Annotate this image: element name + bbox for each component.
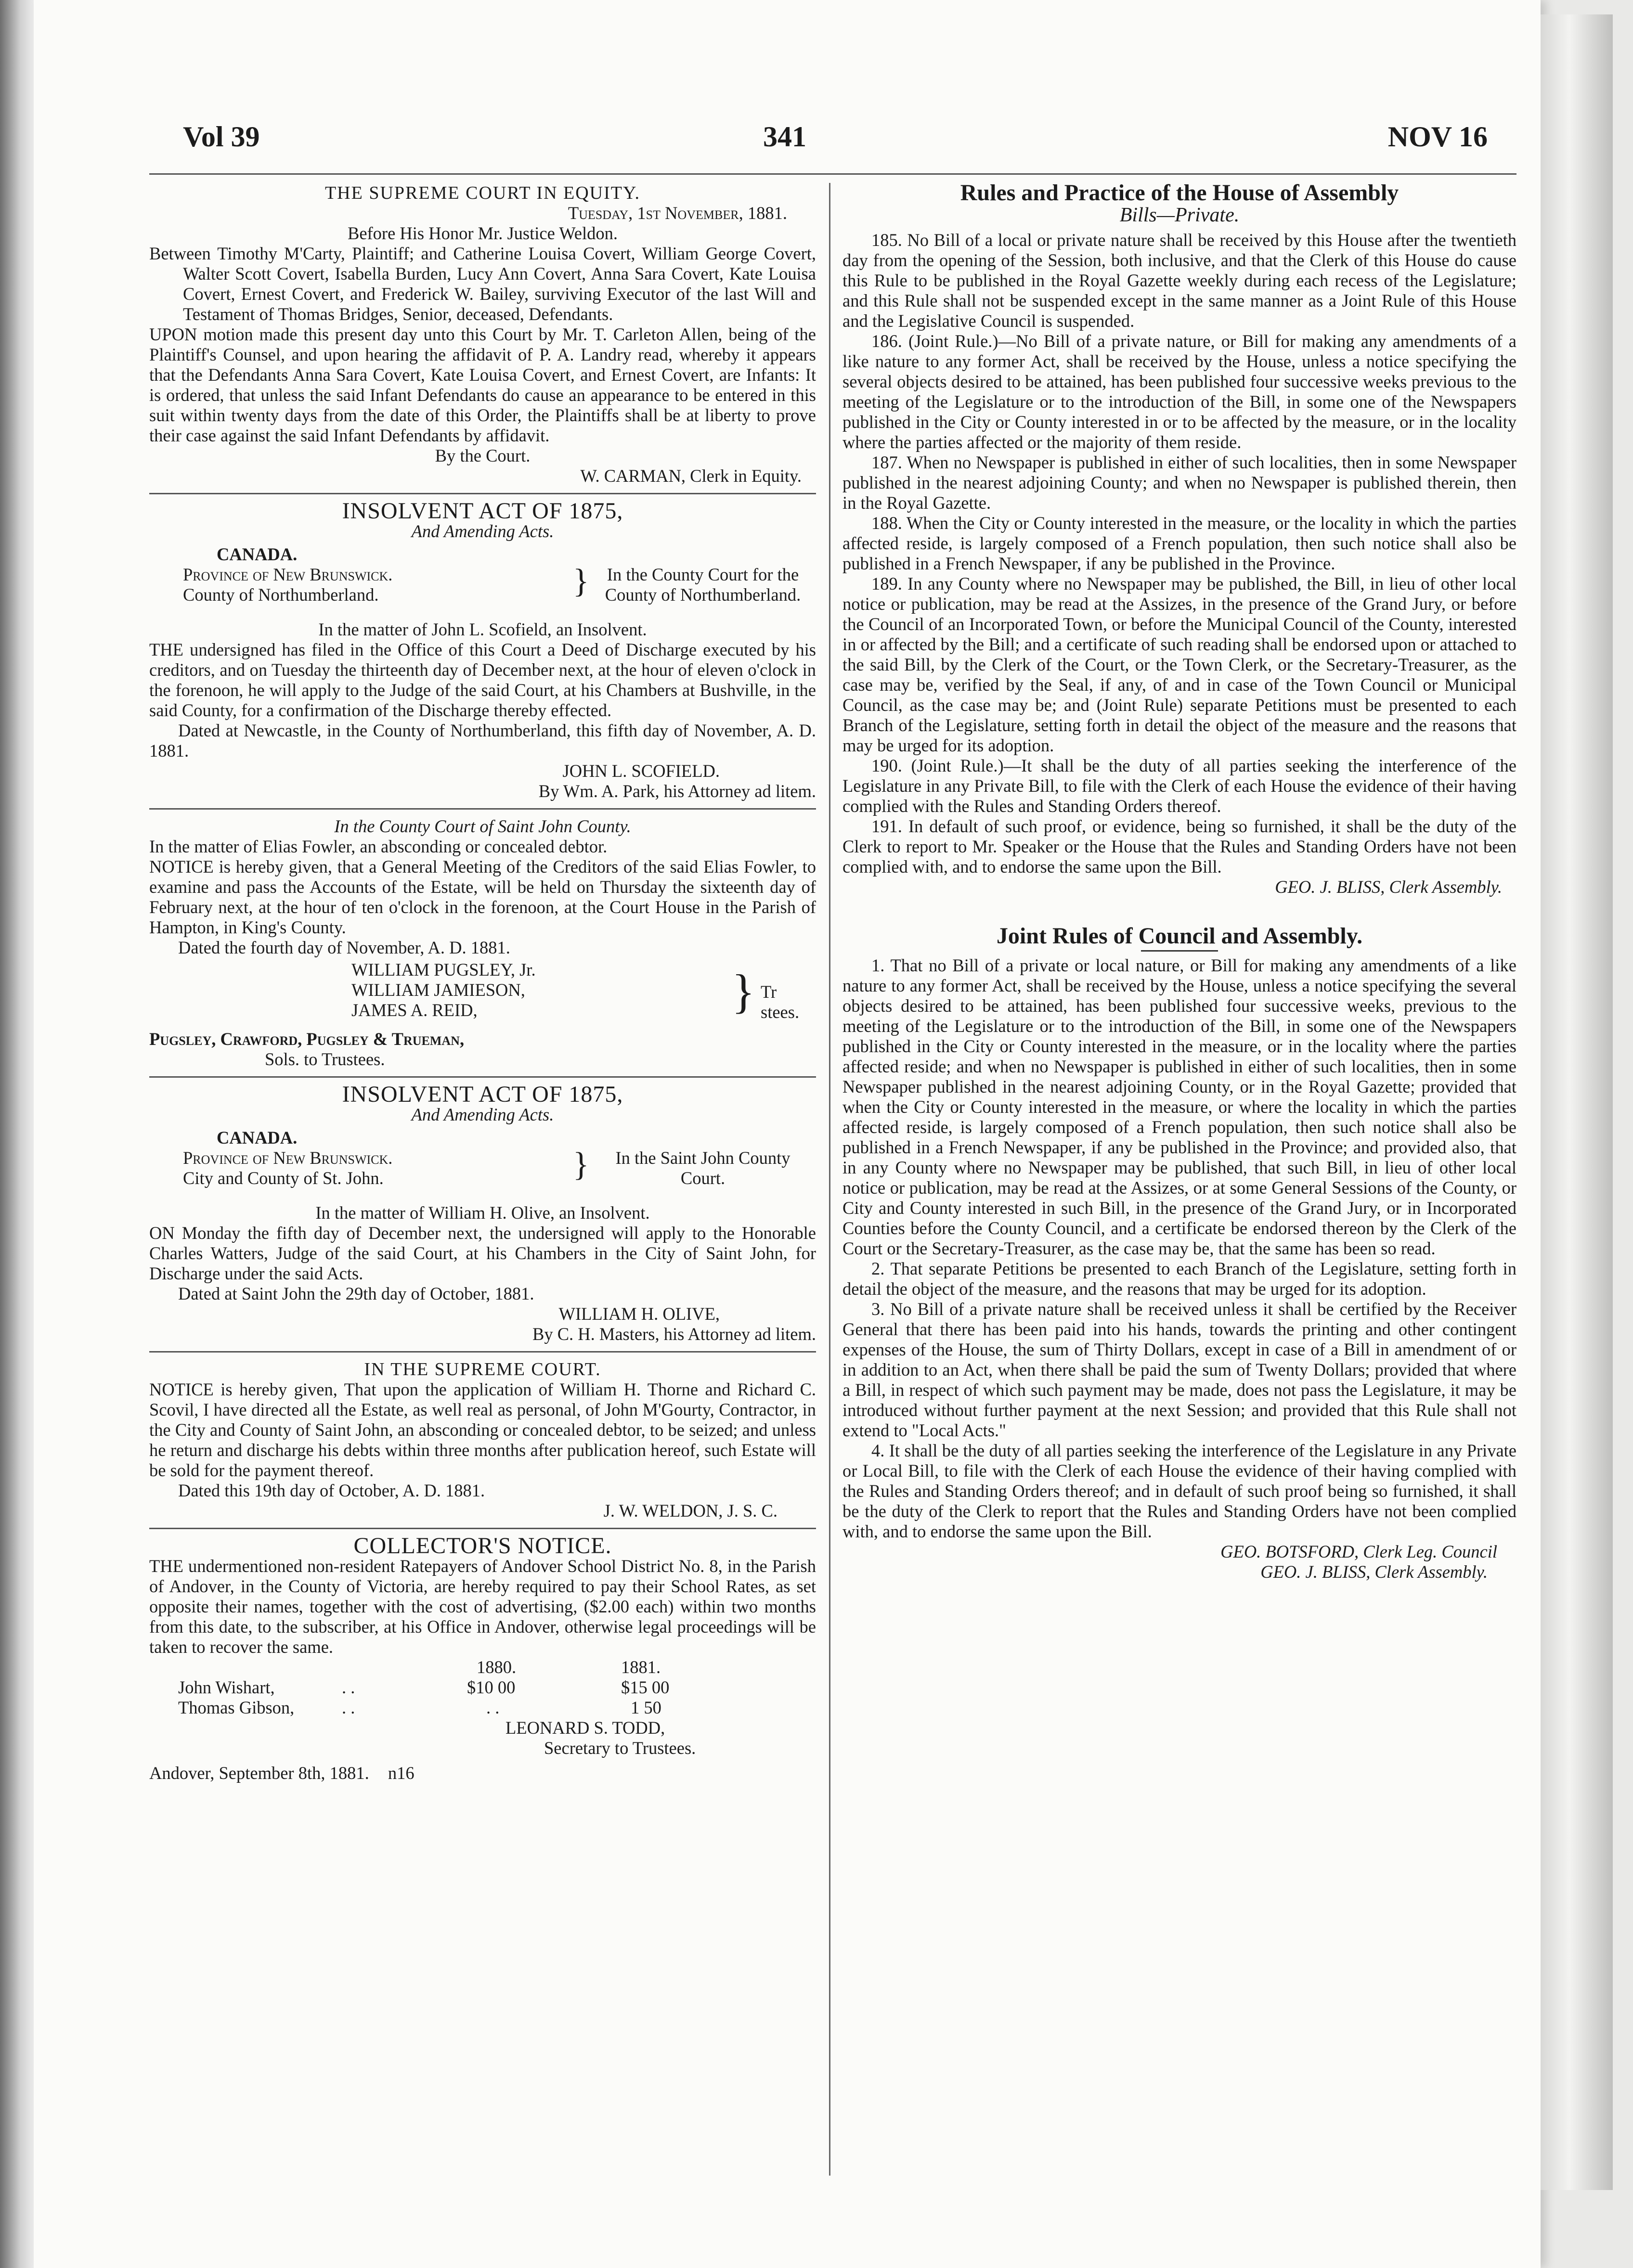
page-content: [149, 116, 1516, 2185]
county-label: City and County of St. John.: [183, 1168, 384, 1188]
signature-role: Secretary to Trustees.: [544, 1738, 696, 1758]
right-column: [842, 180, 1516, 1582]
separator: [149, 1528, 816, 1529]
notice-body: THE undersigned has filed in the Office of this Court a Deed of Discharge executed by his creditors, and on Tuesday the thirteenth day of December next, at the hour of eleven o'clock in the forenoon, he will apply to the Judge of the said Court, at his Chambers at Bushville, in the said County, for a confirmation of the Discharge thereby effected.: [149, 640, 816, 720]
rule-187: 187. When no Newspaper is published in either of such localities, then in some Newspaper published in the nearest adjoining County; and when no Newspaper is published therein, then in the Royal Gazette.: [842, 452, 1516, 513]
rule-191: 191. In default of such proof, or evidence, being so furnished, it shall be the duty of the Clerk to report to Mr. Speaker or the House that the Rules and Standing Orders have not been complied with, and to endorse the same upon the Bill.: [842, 816, 1516, 876]
notice-subheading: And Amending Acts.: [411, 1105, 554, 1124]
page-edge: [1541, 14, 1613, 2190]
solicitors-names: Pugsley, Crawford, Pugsley & Trueman,: [149, 1029, 465, 1049]
rule-186: 186. (Joint Rule.)—No Bill of a private nature, or Bill for making any amendments of a like nature to any former Act, shall be received by the House, unless a notice specifying the several objects desired to be attained, has been published four successive weeks previous to the meeting of the Legislature or to the introduction of the Bill, in some one of the Newspapers published in the City or County interested in or to be affected by the measure, or in the locality where the parties affected or the majority of them reside.: [842, 331, 1516, 452]
notice-body: UPON motion made this present day unto this Court by Mr. T. Carleton Allen, being of the Plaintiff's Counsel, and upon hearing the affidavit of P. A. Landry read, whereby it appears that the Defendants Anna Sara Covert, Kate Louisa Covert, and Ernest Covert, are Infants: It is ordered, that unless the said Infant Defendants do cause an appearance to be entered in this suit within twenty days from the date of this Order, the Plaintiffs shall be at liberty to prove their case against the said Infant Defendants by affidavit.: [149, 324, 816, 445]
notice-dated: Dated at Saint John the 29th day of October, 1881.: [178, 1284, 534, 1303]
trustees-label: Tr stees.: [761, 982, 800, 1022]
separator: [149, 1076, 816, 1078]
volume-label: Vol 39: [183, 121, 260, 153]
notice-signature: JOHN L. SCOFIELD.: [562, 761, 720, 781]
notice-heading: THE SUPREME COURT IN EQUITY.: [324, 183, 641, 203]
notice-signature: W. CARMAN, Clerk in Equity.: [580, 466, 802, 486]
table-row-1880: $10 00: [467, 1677, 516, 1697]
equity-notice: [149, 183, 816, 486]
notice-heading: COLLECTOR'S NOTICE.: [353, 1533, 612, 1559]
rule-185: 185. No Bill of a local or private nature shall be received by this House after the twentieth day from the opening of the Session, both inclusive, and that the Clerk of this House do cause this Rule to be published in the Royal Gazette weekly during each recess of the Legislature; and this Rule shall not be suspended except in the same manner as a Joint Rule of this House and the Legislative Council is suspended.: [842, 230, 1516, 331]
notice-body: THE undermentioned non-resident Ratepayers of Andover School District No. 8, in the Parish of Andover, in the County of Victoria, are hereby required to pay their School Rates, as set opposite their names, together with the cost of advertising, ($2.00 each) within two months from this date, to the subscriber, at his Office in Andover, otherwise legal proceedings will be taken to recover the same.: [149, 1556, 816, 1657]
jurisdiction-block: [149, 544, 816, 617]
page-number: 341: [763, 121, 806, 153]
table-row-1880: . .: [486, 1698, 500, 1717]
divider: [1141, 950, 1218, 952]
country-label: CANADA.: [217, 544, 298, 564]
left-column: [149, 183, 816, 1783]
notice-matter: In the matter of Elias Fowler, an absconding or concealed debtor.: [149, 837, 608, 856]
joint-rule-2: 2. That separate Petitions be presented to each Branch of the Legislature, setting forth in detail the object of the measure, and the reasons that may be urged for its adoption.: [842, 1259, 1516, 1299]
province-label: Province of New Brunswick.: [183, 565, 393, 584]
county-label: County of Northumberland.: [183, 585, 379, 605]
notice-subheading: And Amending Acts.: [411, 521, 554, 541]
notice-matter: In the matter of William H. Olive, an Insolvent.: [315, 1203, 650, 1223]
rule-190: 190. (Joint Rule.)—It shall be the duty of all parties seeking the interference of the Legislature in any Private Bill, to file with the Clerk of each House the evidence of their having complied with the Rules and Standing Orders thereof.: [842, 756, 1516, 816]
trustee-name: WILLIAM JAMIESON,: [351, 980, 525, 1000]
table-row-1881: 1 50: [631, 1698, 661, 1717]
joint-signature-council: GEO. BOTSFORD, Clerk Leg. Council: [1220, 1542, 1497, 1561]
notice-dated: Dated at Newcastle, in the County of Northumberland, this fifth day of November, A. D. 1881.: [149, 721, 816, 760]
province-label: Province of New Brunswick.: [183, 1148, 393, 1168]
book-binding: [0, 0, 34, 2268]
section-heading: Joint Rules of Council and Assembly.: [996, 923, 1363, 949]
header-rule: [149, 173, 1516, 175]
notice-heading: INSOLVENT ACT OF 1875,: [342, 1082, 623, 1107]
trustee-name: JAMES A. REID,: [351, 1000, 478, 1020]
insolvent-notice-olive: [149, 1084, 816, 1344]
column-rule: [829, 183, 830, 2176]
brace-glyph: }: [573, 1146, 589, 1183]
country-label: CANADA.: [217, 1128, 298, 1147]
rule-189: 189. In any County where no Newspaper may be published, the Bill, in lieu of other local notice or publication, may be read at the Assizes, in the presence of the Grand Jury, or before the Council of an Incorporated Town, or before the Municipal Council of the County, interested in or affected by the Bill; and a certificate of such reading shall be endorsed upon or attached to the said Bill, by the Clerk of the Court, or the Town Clerk, or the Secretary-Treasurer, as the case may be, verified by the Seal, if any, of and in case of the Town Council or Municipal Council, as the case may be; and (Joint Rule) separate Petitions must be presented to each Branch of the Legislature, setting forth in detail the object of the measure and the reasons that may be urged for its adoption.: [842, 574, 1516, 755]
brace-glyph: }: [573, 563, 589, 600]
notice-signature: LEONARD S. TODD,: [505, 1718, 665, 1738]
notice-heading: INSOLVENT ACT OF 1875,: [342, 498, 623, 524]
solicitors-role: Sols. to Trustees.: [265, 1049, 385, 1069]
collectors-notice: [149, 1533, 816, 1783]
notice-before: Before His Honor Mr. Justice Weldon.: [347, 223, 618, 243]
notice-signature: J. W. WELDON, J. S. C.: [603, 1501, 778, 1521]
rule-188: 188. When the City or County interested in the measure, or the locality in which the parties affected reside, is largely composed of a French population, then such notice shall also be published in a French Newspaper, if any be published in the Province.: [842, 513, 1516, 573]
table-row-dots: . .: [342, 1677, 355, 1697]
section-subheading: Bills—Private.: [1119, 204, 1240, 226]
rates-table: [149, 1657, 816, 1763]
dated-text: Andover, September 8th, 1881.: [149, 1763, 369, 1783]
separator: [149, 808, 816, 810]
notice-matter: In the matter of John L. Scofield, an Insolvent.: [318, 619, 647, 639]
notice-heading: In the County Court of Saint John County.: [334, 816, 631, 836]
trustees-block: [149, 960, 816, 1027]
notice-signature: WILLIAM H. OLIVE,: [558, 1304, 720, 1324]
joint-rule-3: 3. No Bill of a private nature shall be received unless it shall be certified by the Receiver General that there has been paid into his hands, towards the printing and other contingent expenses of the House, the sum of Thirty Dollars, except in case of a Bill in amendment of or in addition to an Act, when there shall be paid the sum of Twenty Dollars; provided that where a Bill, in respect of which such payment may be made, does not pass the Legislature, it may be introduced without further payment at the next Session; and provided that this Rule shall not extend to "Local Acts.": [842, 1299, 1516, 1440]
court-label: In the County Court for the County of Northumberland.: [605, 565, 801, 605]
notice-body: NOTICE is hereby given, That upon the application of William H. Thorne and Richard C. Scovil, I have directed all the Estate, as well real as personal, of John M'Gourty, Contractor, in the City and County of Saint John, an absconding or concealed debtor, to be seized; and unless he return and discharge his debts within three months after publication hereof, such Estate will be sold for the payment thereof.: [149, 1379, 816, 1480]
joint-rule-1: 1. That no Bill of a private or local nature, or Bill for making any amendments of a like nature to any former Act, shall be received by the House, unless a notice specifying the several objects desired to be attained, has been published four successive weeks, previous to the meeting of the Legislature or to the introduction of the Bill, in some one of the Newspapers published in the City or County interested in the measure, or in the locality where the parties affected reside; and when no Newspaper is published in either of such localities, then in some Newspaper published in the nearest adjoining County, or in the Royal Gazette; provided that when the City or County interested in the measure, or where the locality in which the parties affected reside, is largely composed of a French population, then such notice shall also be published in a French Newspaper, if any be published in the Province; and provided also, that in any County where no Newspaper may be published, that such Bill, in lieu of other local notice or publication, may be read at the Assizes, or at some General Sessions of the County, or City and County interested in such Bill, in the presence of the Grand Jury, or in Incorporated Counties before the County Council, and a certificate be endorsed thereon by the Clerk of the Court or the Secretary-Treasurer, as the case may be, that the same has been so read.: [842, 955, 1516, 1258]
county-court-notice: [149, 816, 816, 1070]
notice-attorney: By C. H. Masters, his Attorney ad litem.: [532, 1324, 816, 1344]
section-heading: Rules and Practice of the House of Assembly: [960, 180, 1399, 206]
notice-dated: Dated this 19th day of October, A. D. 1881.: [178, 1481, 485, 1500]
brace-glyph: }: [732, 965, 755, 1018]
notice-body: ON Monday the fifth day of December next, the undersigned will apply to the Honorable Charles Watters, Judge of the said Court, at his Chambers in the City of Saint John, for Discharge under the said Acts.: [149, 1223, 816, 1283]
joint-signature-assembly: GEO. J. BLISS, Clerk Assembly.: [1260, 1562, 1488, 1582]
court-label: In the Saint John County Court.: [615, 1148, 791, 1188]
insolvent-notice-scofield: [149, 498, 816, 801]
separator: [149, 493, 816, 494]
notice-date: Tuesday, 1st November, 1881.: [568, 203, 787, 223]
column-header: 1881.: [621, 1657, 661, 1677]
trustee-name: WILLIAM PUGSLEY, Jr.: [351, 960, 536, 979]
notice-heading: IN THE SUPREME COURT.: [364, 1359, 601, 1379]
rules-signature: GEO. J. BLISS, Clerk Assembly.: [1275, 877, 1502, 897]
notice-attorney: By Wm. A. Park, his Attorney ad litem.: [538, 781, 816, 801]
notice-dated: Dated the fourth day of November, A. D. 1881.: [178, 938, 510, 957]
column-header: 1880.: [477, 1657, 517, 1677]
notice-body: NOTICE is hereby given, that a General Meeting of the Creditors of the said Elias Fowler, to examine and pass the Accounts of the Estate, will be held on Thursday the sixteenth day of February next, at the hour of ten o'clock in the forenoon, at the Court House in the Parish of Hampton, in King's County.: [149, 857, 816, 937]
notice-code: n16: [388, 1763, 415, 1783]
table-row-name: John Wishart,: [178, 1677, 275, 1697]
joint-rule-4: 4. It shall be the duty of all parties seeking the interference of the Legislature in any Private or Local Bill, to file with the Clerk of each House the evidence of their having complied with the Rules and Standing Orders thereof; and in default of such proof being so furnished, it shall be the duty of the Clerk to report that the Rules and Standing Orders have not been complied with, and to endorse the same upon the Bill.: [842, 1441, 1516, 1541]
notice-parties: Between Timothy M'Carty, Plaintiff; and Catherine Louisa Covert, William George Covert, Walter Scott Covert, Isabella Burden, Lucy Ann Covert, Anna Sara Covert, Kate Louisa Covert, Ernest Covert, and Frederick W. Bailey, surviving Executor of the last Will and Testament of Thomas Bridges, Senior, deceased, Defendants.: [149, 244, 816, 324]
notice-dated: [149, 1763, 816, 1783]
notice-by-court: By the Court.: [435, 446, 531, 465]
issue-date: NOV 16: [1387, 121, 1488, 153]
rules-of-assembly: [842, 180, 1516, 897]
page-header: [149, 116, 1516, 168]
table-row-dots: . .: [342, 1698, 355, 1717]
supreme-court-notice: [149, 1359, 816, 1521]
joint-rules: [842, 923, 1516, 1582]
jurisdiction-block: [149, 1128, 816, 1200]
table-row-1881: $15 00: [621, 1677, 670, 1697]
table-row-name: Thomas Gibson,: [178, 1698, 295, 1717]
separator: [149, 1351, 816, 1353]
